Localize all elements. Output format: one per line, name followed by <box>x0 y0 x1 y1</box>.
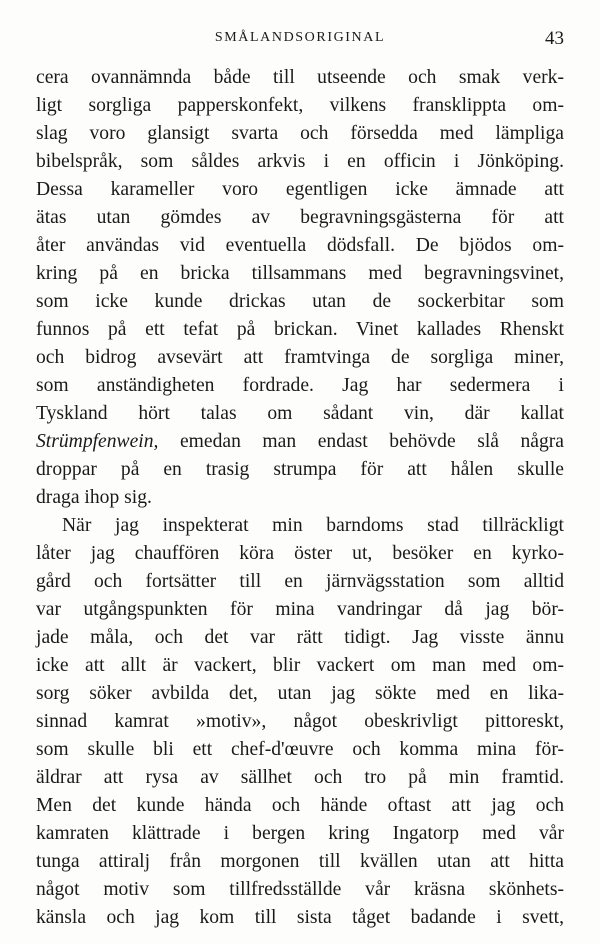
text-line: icke att allt är vackert, blir vackert om man med om- <box>36 655 564 676</box>
text-line: som skulle bli ett chef-d'œuvre och komma mina för- <box>36 739 564 760</box>
text-line: När jag inspekterat min barndoms stad tillräckligt <box>62 515 564 536</box>
text-line: och bidrog avsevärt att framtvinga de sorgliga miner, <box>36 347 564 368</box>
text-line: Dessa karameller voro egentligen icke ämnade att <box>36 179 564 200</box>
text-line-rest: emedan man endast behövde slå några <box>158 431 564 452</box>
text-line: Tyskland hört talas om sådant vin, där kallat <box>36 403 564 424</box>
text-line: bibelspråk, som såldes arkvis i en officin i Jönköping. <box>36 151 564 172</box>
text-line: sorg söker avbilda det, utan jag sökte med en lika- <box>36 683 564 704</box>
text-line: slag voro glansigt svarta och försedda med lämpliga <box>36 123 564 144</box>
text-line: kamraten klättrade i bergen kring Ingatorp med vår <box>36 823 564 844</box>
text-line: var utgångspunkten för mina vandringar då jag bör- <box>36 599 564 620</box>
paragraph-1 <box>36 64 564 512</box>
text-line <box>36 428 564 456</box>
text-line: äldrar att rysa av sällhet och tro på min framtid. <box>36 767 564 788</box>
text-line: Men det kunde hända och hände oftast att jag och <box>36 795 564 816</box>
text-line: gård och fortsätter till en järnvägsstation som alltid <box>36 571 564 592</box>
text-line: sinnad kamrat »motiv», något obeskrivligt pittoreskt, <box>36 711 564 732</box>
italic-term: Strümpfenwein, <box>36 431 159 452</box>
text-line: som anständigheten fordrade. Jag har sedermera i <box>36 375 564 396</box>
text-line: funnos på ett tefat på brickan. Vinet kallades Rhenskt <box>36 319 564 340</box>
running-title: SMÅLANDSORIGINAL <box>214 30 386 45</box>
text-line: känsla och jag kom till sista tåget badande i svett, <box>36 907 564 928</box>
text-line: som icke kunde drickas utan de sockerbitar som <box>36 291 564 312</box>
body-text <box>36 64 564 932</box>
paragraph-2 <box>36 512 564 932</box>
text-line: ätas utan gömdes av begravningsgästerna för att <box>36 207 564 228</box>
text-line: draga ihop sig. <box>36 487 152 508</box>
text-line: cera ovannämnda både till utseende och smak verk- <box>36 67 564 88</box>
text-line: tunga attiralj från morgonen till kvällen utan att hitta <box>36 851 564 872</box>
text-line: kring på en bricka tillsammans med begravningsvinet, <box>36 263 564 284</box>
text-line: droppar på en trasig strumpa för att hålen skulle <box>36 459 564 480</box>
text-line: något motiv som tillfredsställde vår kräsna skönhets- <box>36 879 564 900</box>
text-line: ligt sorgliga papperskonfekt, vilkens fransklippta om- <box>36 95 564 116</box>
text-line: låter jag chauffören köra öster ut, besöker en kyrko- <box>36 543 564 564</box>
text-line: åter användas vid eventuella dödsfall. De bjödos om- <box>36 235 564 256</box>
running-head <box>36 28 564 52</box>
text-line: jade måla, och det var rätt tidigt. Jag visste ännu <box>36 627 564 648</box>
page-number: 43 <box>545 28 564 49</box>
